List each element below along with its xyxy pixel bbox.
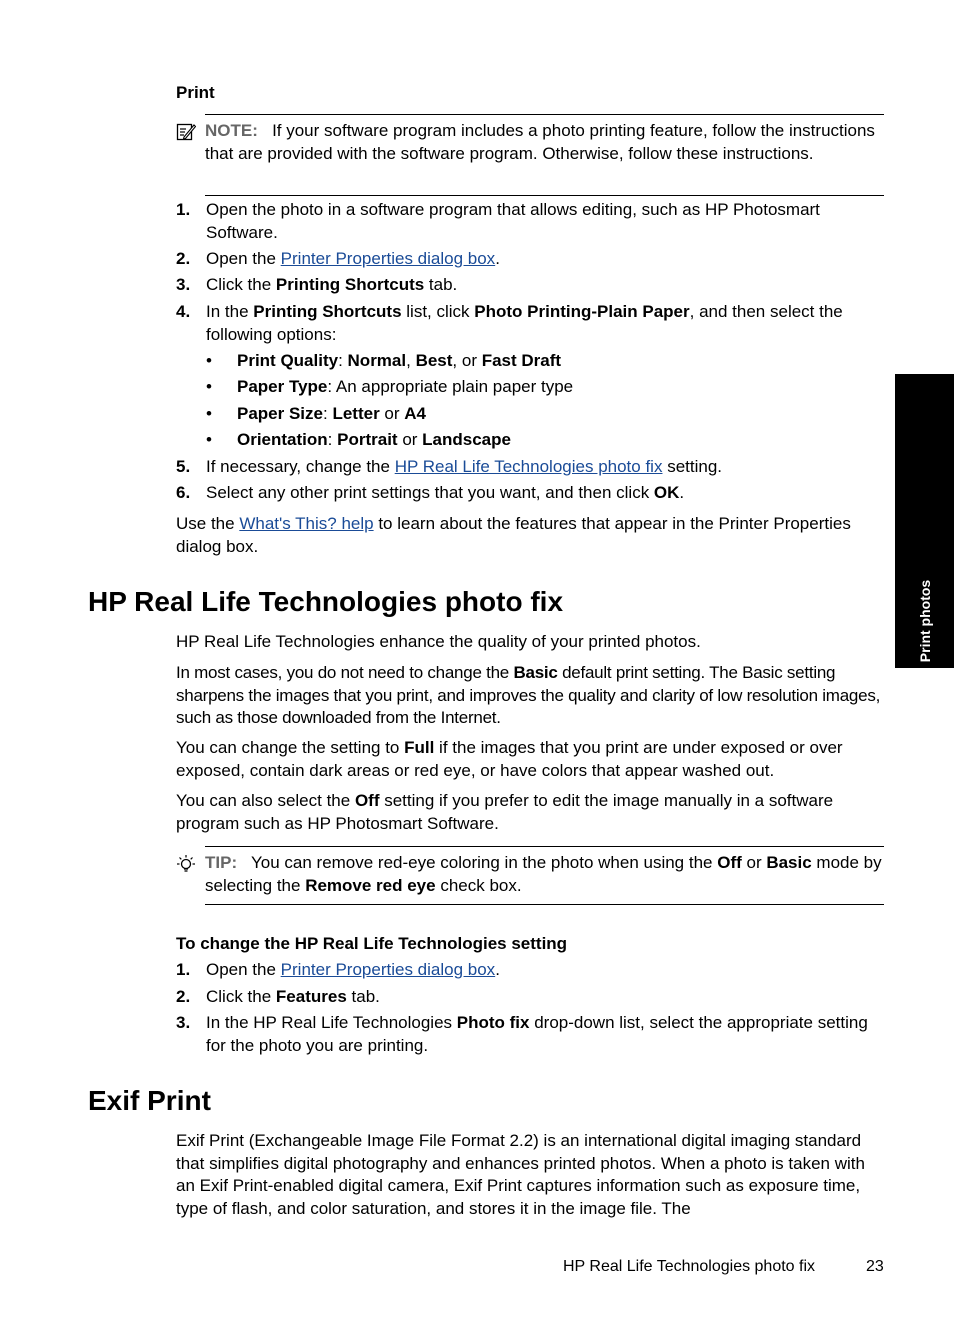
step-1-text: Open the photo in a software program that allows editing, such as HP Photosmart Software. bbox=[206, 200, 820, 242]
photo-fix-link[interactable]: HP Real Life Technologies photo fix bbox=[394, 457, 663, 476]
photo-fix-paragraph-4: You can also select the Off setting if you prefer to edit the image manually in a software program such as HP Photosmart Software. bbox=[176, 791, 834, 833]
step-4-number: 4. bbox=[176, 302, 191, 321]
section-title-photo-fix: HP Real Life Technologies photo fix bbox=[88, 586, 564, 617]
lightbulb-icon bbox=[175, 854, 197, 876]
note-label: NOTE: bbox=[205, 121, 258, 140]
bullet-orientation: Orientation: Portrait or Landscape bbox=[237, 430, 511, 449]
step-2-text: Open the Printer Properties dialog box. bbox=[206, 249, 500, 268]
bullet-dot: • bbox=[206, 430, 212, 449]
step-2-number: 2. bbox=[176, 249, 191, 268]
section-title-exif-print: Exif Print bbox=[88, 1085, 211, 1116]
print-heading: Print bbox=[176, 83, 215, 102]
step-3-text: Click the Printing Shortcuts tab. bbox=[206, 275, 458, 294]
step-6-text: Select any other print settings that you want, and then click OK. bbox=[206, 483, 685, 502]
bullet-paper-size: Paper Size: Letter or A4 bbox=[237, 404, 426, 423]
printer-properties-link[interactable]: Printer Properties dialog box bbox=[280, 249, 496, 268]
whats-this-help-link[interactable]: What's This? help bbox=[239, 514, 374, 533]
exif-paragraph: Exif Print (Exchangeable Image File Format 2.2) is an international digital imaging standard that simplifies digital photography and enhances printed photos. When a photo is taken with an Exif Print-enabled digital camera, Exif Print captures information such as exposure time, type of flash, and color saturation, and stores it in the image file. The bbox=[176, 1131, 865, 1218]
photo-fix-paragraph-2: In most cases, you do not need to change the Basic default print setting. The Basic setting sharpens the images that you print, and improves the quality and clarity of low resolution images, such as those downloaded from the Internet. bbox=[176, 663, 881, 727]
proc-step-3-text: In the HP Real Life Technologies Photo fix drop-down list, select the appropriate setting for the photo you are printing. bbox=[206, 1013, 868, 1055]
photo-fix-paragraph-1: HP Real Life Technologies enhance the quality of your printed photos. bbox=[176, 632, 701, 651]
step-3-number: 3. bbox=[176, 275, 191, 294]
side-tab-label: Print photos bbox=[916, 579, 933, 663]
tip-text: TIP: You can remove red-eye coloring in the photo when using the Off or Basic mode by selecting the Remove red eye check box. bbox=[205, 853, 882, 895]
photo-fix-paragraph-3: You can change the setting to Full if the images that you print are under exposed or over exposed, contain dark areas or red eye, or have colors that appear washed out. bbox=[176, 738, 843, 780]
side-chapter-tab bbox=[895, 374, 954, 668]
note-body: If your software program includes a photo printing feature, follow the instructions that are provided with the software program. Otherwise, follow these instructions. bbox=[205, 121, 875, 163]
bullet-dot: • bbox=[206, 351, 212, 370]
proc-step-2-number: 2. bbox=[176, 987, 191, 1006]
bullet-dot: • bbox=[206, 377, 212, 396]
step-4-text: In the Printing Shortcuts list, click Photo Printing-Plain Paper, and then select the following options: bbox=[206, 302, 843, 344]
page-number: 23 bbox=[866, 1258, 884, 1275]
procedure-subheading: To change the HP Real Life Technologies setting bbox=[176, 934, 568, 953]
step-5-text: If necessary, change the HP Real Life Technologies photo fix setting. bbox=[206, 457, 723, 476]
proc-step-1-text: Open the Printer Properties dialog box. bbox=[206, 960, 500, 979]
step-1-number: 1. bbox=[176, 200, 191, 219]
bullet-paper-type: Paper Type: An appropriate plain paper type bbox=[237, 377, 574, 396]
bullet-print-quality: Print Quality: Normal, Best, or Fast Draft bbox=[237, 351, 562, 370]
proc-step-2-text: Click the Features tab. bbox=[206, 987, 380, 1006]
tip-label: TIP: bbox=[205, 853, 238, 872]
footer-title: HP Real Life Technologies photo fix bbox=[563, 1258, 816, 1275]
proc-step-3-number: 3. bbox=[176, 1013, 191, 1032]
note-top-rule bbox=[205, 114, 884, 115]
tip-top-rule bbox=[205, 846, 884, 847]
tip-bottom-rule bbox=[205, 904, 884, 905]
printer-properties-link-2[interactable]: Printer Properties dialog box bbox=[280, 960, 496, 979]
note-text bbox=[205, 120, 885, 165]
use-the-help-paragraph: Use the What's This? help to learn about the features that appear in the Printer Properties dialog box. bbox=[176, 514, 851, 556]
proc-step-1-number: 1. bbox=[176, 960, 191, 979]
note-icon bbox=[176, 122, 196, 142]
step-6-number: 6. bbox=[176, 483, 191, 502]
note-bottom-rule bbox=[205, 195, 884, 196]
bullet-dot: • bbox=[206, 404, 212, 423]
step-5-number: 5. bbox=[176, 457, 191, 476]
